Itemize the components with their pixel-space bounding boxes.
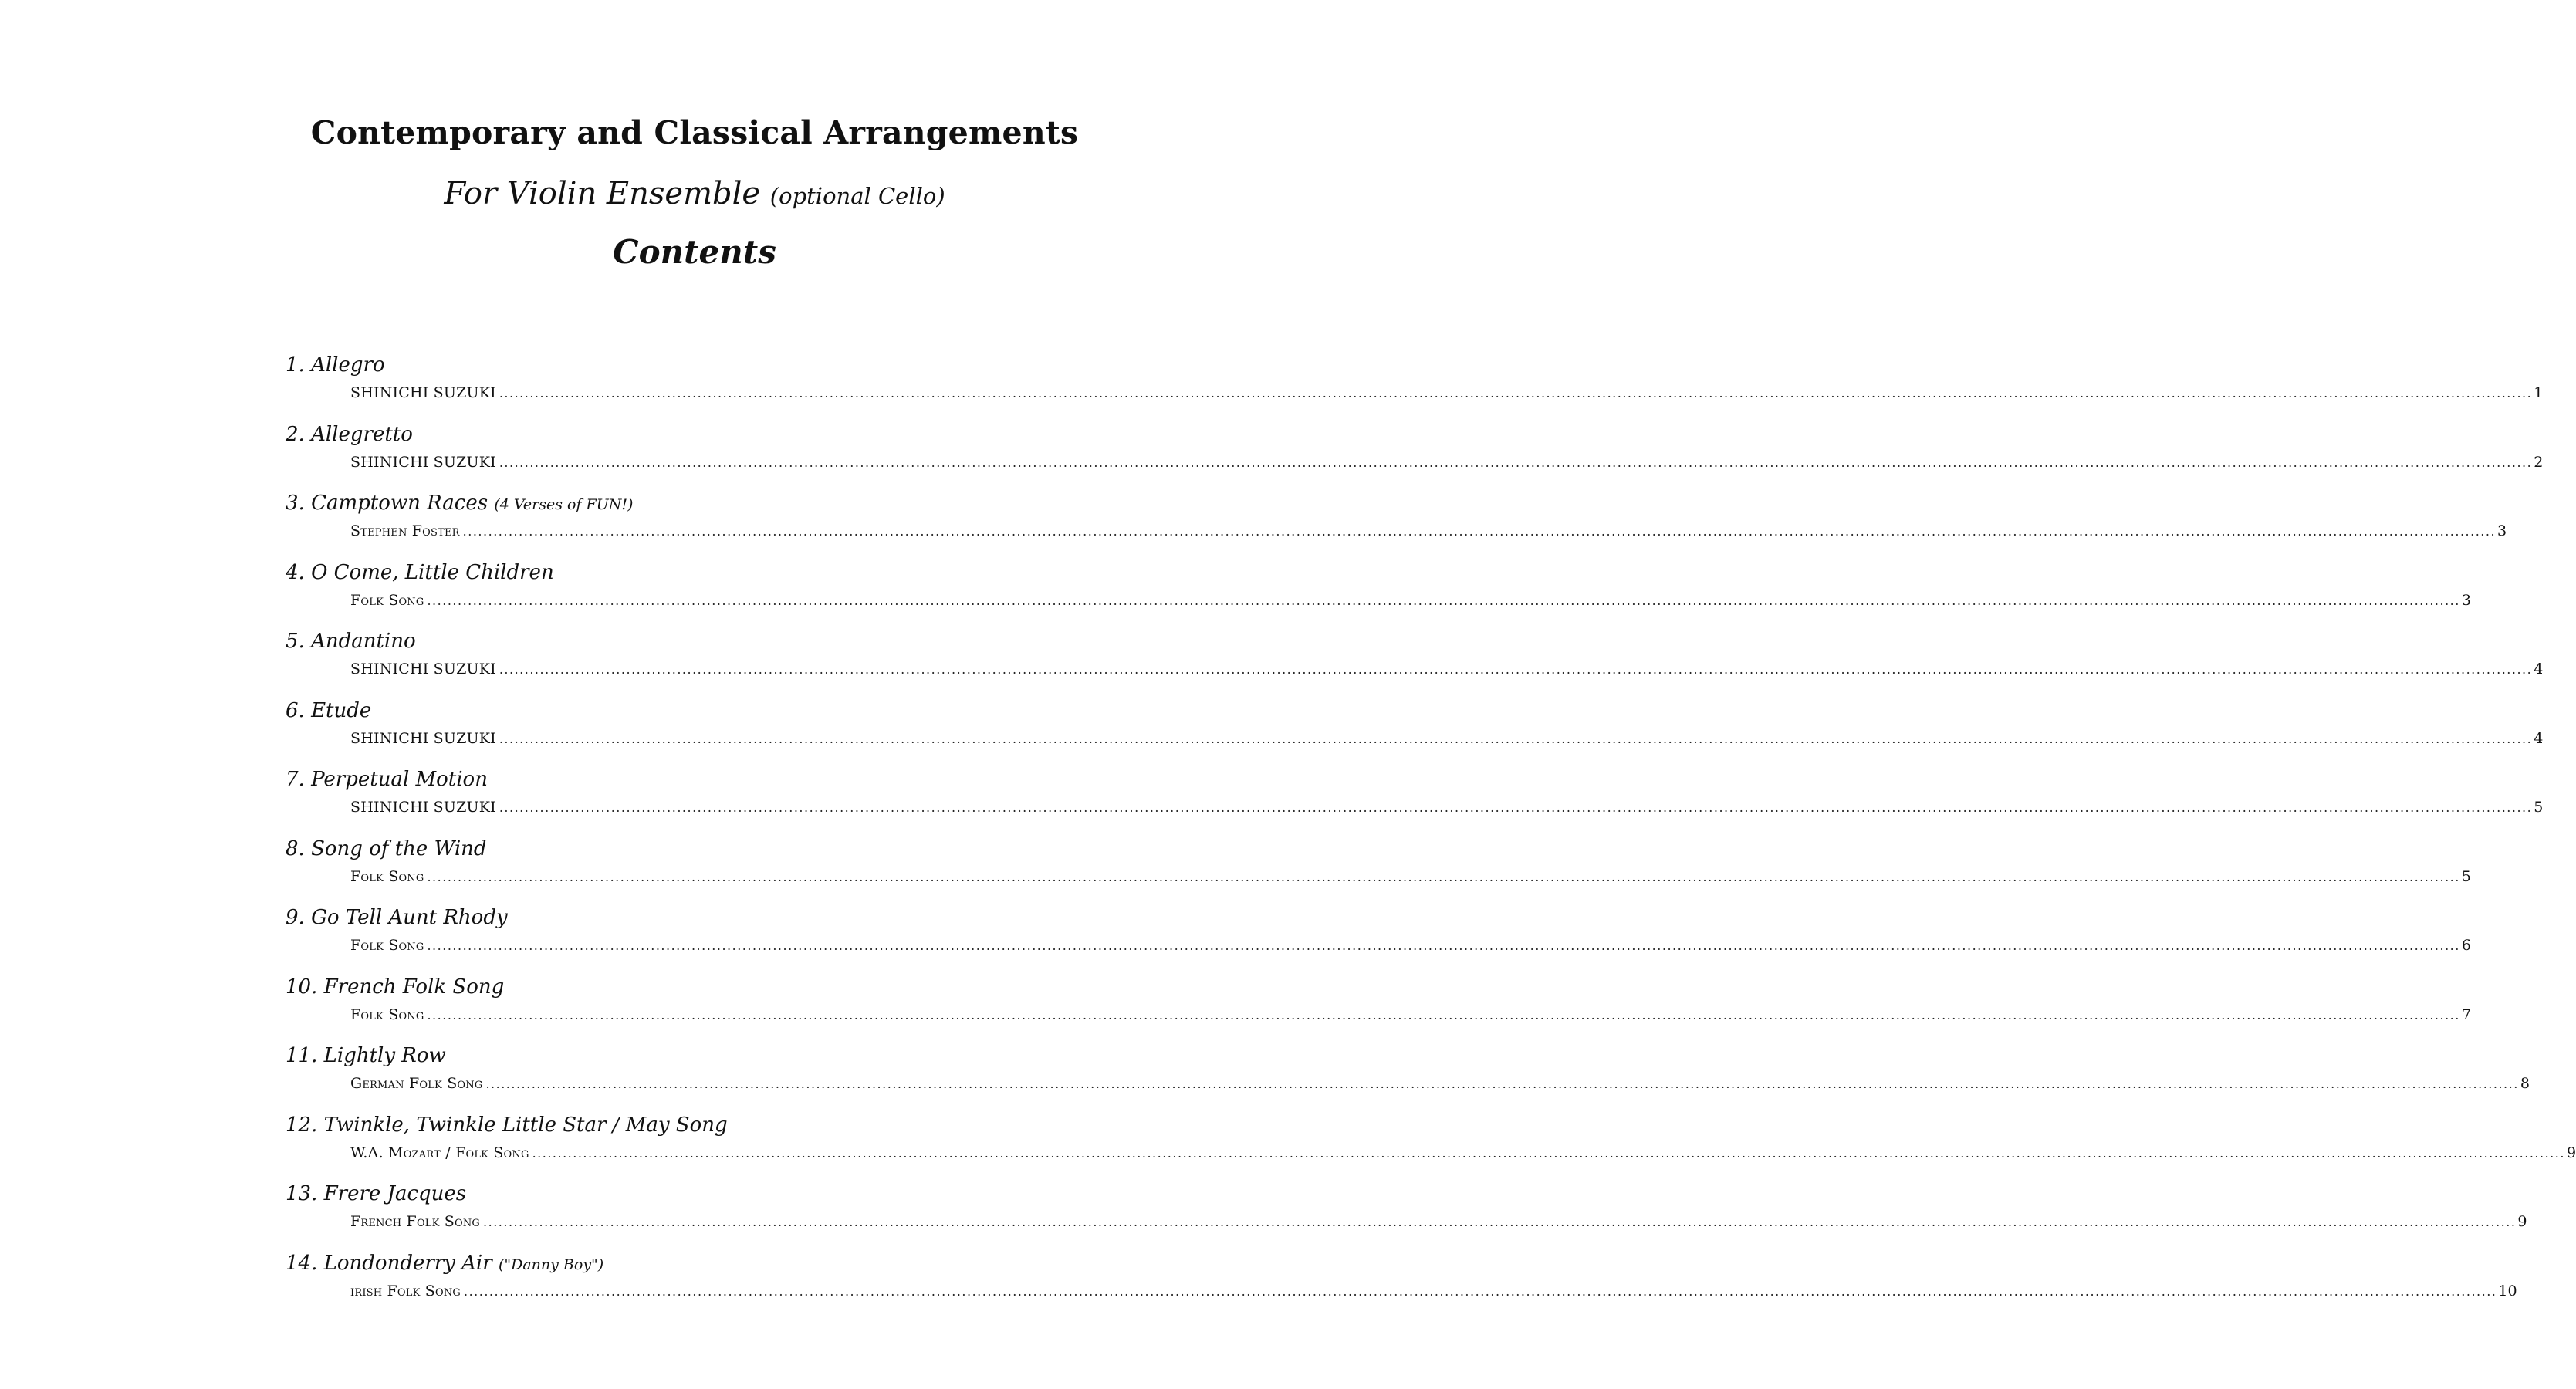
table-of-contents [286, 353, 2576, 1320]
toc-entry-composer: Folk Song [350, 937, 424, 954]
toc-entry-title-text: 14. Londonderry Air [286, 1251, 492, 1275]
toc-entry-composer: Folk Song [350, 867, 424, 885]
subtitle-note: (optional Cello) [769, 183, 945, 209]
toc-entry-page-number: 9 [2566, 1144, 2576, 1161]
toc-entry-line [350, 591, 2471, 609]
dot-leader: ................................................................................................................................................................................................................................................................................................................................................................................................................ [464, 1283, 2497, 1299]
toc-entry [286, 768, 2544, 837]
toc-entry-title [286, 423, 413, 446]
toc-entry-line [350, 1144, 2576, 1161]
toc-entry-title [286, 353, 385, 377]
toc-entry-line [350, 1075, 2530, 1092]
toc-entry-title [286, 906, 508, 929]
dot-leader: ................................................................................................................................................................................................................................................................................................................................................................................................................ [427, 593, 2460, 608]
toc-entry-page-number: 3 [2461, 591, 2471, 609]
toc-entry-line [350, 799, 2544, 816]
toc-entry-page-number: 9 [2517, 1213, 2527, 1230]
toc-entry-title-text: 4. O Come, Little Children [286, 560, 554, 584]
dot-leader: ................................................................................................................................................................................................................................................................................................................................................................................................................ [427, 938, 2460, 953]
toc-entry-line [350, 937, 2471, 954]
toc-entry-composer: Folk Song [350, 1005, 424, 1023]
toc-entry-title [286, 837, 487, 860]
dot-leader: ................................................................................................................................................................................................................................................................................................................................................................................................................ [499, 455, 2533, 470]
toc-entry-title [286, 1252, 603, 1275]
toc-entry [286, 1182, 2527, 1252]
toc-entry-line [350, 1282, 2517, 1299]
contents-heading: Contents [613, 233, 776, 271]
toc-entry [286, 1044, 2530, 1114]
toc-entry-title-text: 10. French Folk Song [286, 975, 505, 999]
toc-entry-composer: SHINICHI SUZUKI [350, 729, 496, 747]
toc-entry [286, 560, 2471, 630]
dot-leader: ................................................................................................................................................................................................................................................................................................................................................................................................................ [462, 524, 2497, 539]
document-title: Contemporary and Classical Arrangements [310, 114, 1079, 151]
toc-entry [286, 630, 2544, 699]
toc-entry-title-text: 5. Andantino [286, 630, 416, 653]
toc-entry-page-number: 8 [2520, 1075, 2530, 1092]
toc-entry-title-text: 3. Camptown Races [286, 492, 488, 515]
toc-entry-composer: SHINICHI SUZUKI [350, 661, 496, 678]
toc-entry-note: (4 Verses of FUN!) [494, 496, 634, 513]
toc-entry [286, 1251, 2517, 1321]
toc-entry-title [286, 768, 488, 791]
toc-entry-title [286, 975, 504, 999]
dot-leader: ................................................................................................................................................................................................................................................................................................................................................................................................................ [499, 662, 2533, 677]
toc-entry [286, 906, 2471, 975]
dot-leader: ................................................................................................................................................................................................................................................................................................................................................................................................................ [427, 869, 2460, 884]
toc-entry-page-number: 4 [2534, 661, 2544, 678]
toc-entry-line [350, 1005, 2471, 1023]
toc-entry-title-text: 7. Perpetual Motion [286, 768, 488, 791]
toc-entry-composer: German Folk Song [350, 1075, 483, 1092]
toc-entry-line [350, 522, 2507, 539]
toc-entry-page-number: 6 [2461, 937, 2471, 954]
toc-entry-title-text: 2. Allegretto [286, 422, 413, 446]
document-subtitle [0, 176, 1389, 211]
toc-entry-page-number: 10 [2498, 1282, 2517, 1299]
toc-entry-page-number: 5 [2534, 799, 2544, 816]
toc-entry-page-number: 4 [2534, 729, 2544, 747]
toc-entry-title-text: 1. Allegro [286, 353, 385, 377]
toc-entry-composer: Stephen Foster [350, 522, 460, 539]
toc-entry-composer: W.A. Mozart / Folk Song [350, 1144, 529, 1161]
toc-entry-page-number: 2 [2534, 453, 2544, 471]
toc-entry [286, 836, 2471, 907]
toc-entry [286, 975, 2471, 1045]
toc-entry-composer: irish Folk Song [350, 1282, 461, 1299]
toc-entry-title-text: 6. Etude [286, 698, 372, 722]
toc-entry-page-number: 5 [2461, 867, 2471, 885]
toc-entry-composer: SHINICHI SUZUKI [350, 453, 496, 471]
toc-entry-note: ("Danny Boy") [498, 1256, 604, 1273]
toc-entry-composer: Folk Song [350, 591, 424, 609]
toc-entry-title [286, 492, 633, 515]
toc-entry-line [350, 867, 2471, 885]
toc-entry-title [286, 699, 371, 722]
toc-entry-line [350, 1213, 2527, 1230]
toc-entry-title-text: 8. Song of the Wind [286, 836, 487, 860]
toc-entry-composer: SHINICHI SUZUKI [350, 799, 496, 816]
dot-leader: ................................................................................................................................................................................................................................................................................................................................................................................................................ [427, 1007, 2460, 1022]
toc-entry [286, 353, 2544, 423]
toc-entry-line [350, 384, 2544, 401]
toc-entry-title [286, 1182, 466, 1205]
dot-leader: ................................................................................................................................................................................................................................................................................................................................................................................................................ [483, 1215, 2517, 1229]
subtitle-main: For Violin Ensemble [444, 176, 761, 211]
toc-entry-page-number: 3 [2497, 522, 2507, 539]
toc-entry-line [350, 661, 2544, 678]
toc-entry [286, 422, 2544, 492]
toc-entry-title [286, 1114, 728, 1137]
toc-entry-title [286, 561, 554, 584]
toc-entry-composer: SHINICHI SUZUKI [350, 384, 496, 401]
toc-entry-title-text: 13. Frere Jacques [286, 1182, 467, 1205]
toc-entry-title-text: 12. Twinkle, Twinkle Little Star / May Song [286, 1113, 728, 1137]
dot-leader: ................................................................................................................................................................................................................................................................................................................................................................................................................ [499, 386, 2533, 400]
toc-entry [286, 698, 2544, 769]
dot-leader: ................................................................................................................................................................................................................................................................................................................................................................................................................ [485, 1076, 2519, 1091]
toc-entry-title-text: 11. Lightly Row [286, 1044, 446, 1067]
dot-leader: ................................................................................................................................................................................................................................................................................................................................................................................................................ [532, 1145, 2565, 1161]
toc-entry-title [286, 1044, 446, 1067]
toc-entry [286, 1113, 2576, 1183]
toc-entry-line [350, 729, 2544, 747]
toc-entry-title [286, 630, 416, 653]
toc-entry-line [350, 453, 2544, 471]
dot-leader: ................................................................................................................................................................................................................................................................................................................................................................................................................ [499, 800, 2533, 815]
toc-entry-page-number: 7 [2461, 1005, 2471, 1023]
toc-entry-title-text: 9. Go Tell Aunt Rhody [286, 906, 508, 929]
toc-entry-page-number: 1 [2534, 384, 2544, 401]
toc-entry [286, 492, 2507, 561]
toc-entry-composer: French Folk Song [350, 1213, 481, 1230]
dot-leader: ................................................................................................................................................................................................................................................................................................................................................................................................................ [499, 731, 2533, 746]
